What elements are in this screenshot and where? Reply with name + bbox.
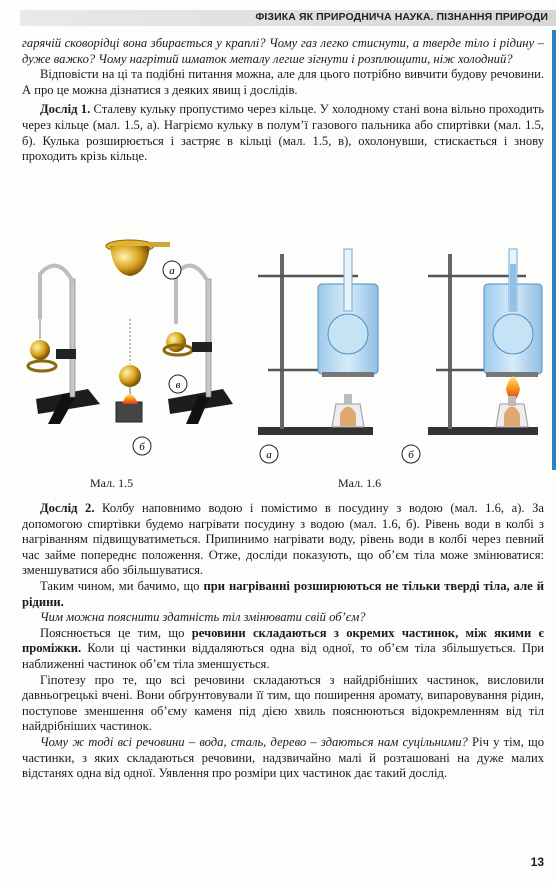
stand-right [164,266,233,424]
final-text: Річ у тім, що частинки, з яких складаються речовини, надзвичайно малі й розташовані на дуже малих відстанях одна від одної. Уявлення про розміри цих частинок дає такий дослід. [22,734,545,781]
label-v-text: в [175,379,181,391]
label-b2-text: б [408,449,414,461]
hypothesis-paragraph: Гіпотезу про те, що всі речовини складаються з найдрібніших частинок, висловили давньогрецькі вчені. Вони обґрунтовували її тим, що поширення аромату, випаровування рідин, поступове зменшення об’єму каменя під дією хвиль пояснюються відокремленням від тіл найдрібніших частинок. [22,672,544,734]
apparatus-b [428,249,542,435]
experiment1-paragraph [22,102,544,164]
header-title: ФІЗИКА ЯК ПРИРОДНИЧА НАУКА. ПІЗНАННЯ ПРИРОДИ [255,11,548,23]
conclusion-prefix: Таким чином, ми бачимо, що [40,578,204,593]
side-stripe [552,30,556,470]
explanation-rest: Коли ці частинки віддаляються одна від одної, то об’єм тіла збільшується. При наближенні частинок об’єм тіла зменшується. [22,641,544,671]
chain-ball [116,319,142,422]
final-question: Чому ж тоді всі речовини – вода, сталь, дерево – здаються нам суцільними? [40,734,468,749]
intro-answer: Відповісти на ці та подібні питання можна, але для цього потрібно вивчити будову речовини. А про це можна дізнатися з деяких явищ і дослідів. [22,67,544,97]
experiment2-text: Колбу наповнимо водою і помістимо в посудину з водою (мал. 1.6, а). За допомогою спиртівки будемо нагрівати посудину з водою (мал. 1.6, б). Рівень води в колбі з нагріванням підвищуватиметься. Припинимо нагрівати воду, рівень води в колбі через певний час займе попереднє положення. Отже, досліди показують, що об’єм тіла може змінюватися: зменшуватися або збільшуватися. [22,501,544,578]
explanation-paragraph [22,626,544,673]
final-paragraph [22,735,544,782]
figure-1-5-caption: Мал. 1.5 [90,476,134,490]
explanation-prefix: Пояснюється це тим, що [40,625,192,640]
figures-illustration [18,224,544,494]
experiment2-paragraph [22,501,544,579]
ring-apparatus [106,240,170,276]
text-top [22,36,544,165]
text-bottom [22,501,544,782]
label-b-text: б [139,441,145,453]
experiment2-label: Дослід 2. [40,501,95,515]
explanation-bold: речовини складаються з окремих частинок, між якими є проміжки. [22,625,544,656]
apparatus-a [258,249,378,435]
figures-area [18,224,544,494]
conclusion-paragraph [22,579,544,610]
label-a-text: а [169,265,175,277]
experiment1-text: Сталеву кульку пропустимо через кільце. У холодному стані вона вільно проходить через кільце (мал. 1.5, а). Нагріємо кульку в полум’ї газового пальника або спиртівки (мал. 1.5, б). Кулька розширюється і застряє в кільці (мал. 1.5, в), охолонувши, стискається і знову проходить крізь кільце. [22,102,544,164]
stand-left [28,266,100,424]
conclusion-bold: при нагріванні розширюються не тільки тверді тіла, але й рідини. [22,578,544,609]
intro-questions: гарячій сковорідці вона збирається у краплі? Чому газ легко стиснути, а тверде тіло і рідину – дуже важко? Чому нагрітий шматок металу легше зігнути і розплющити, ніж холодний? [22,36,544,66]
page-number: 13 [530,855,544,869]
question2: Чим можна пояснити здатність тіл змінювати свій об’єм? [40,610,366,625]
figure-1-6-caption: Мал. 1.6 [338,476,382,490]
label-a2-text: а [266,449,272,461]
experiment1-label: Дослід 1. [40,102,91,117]
page-header [0,0,556,30]
